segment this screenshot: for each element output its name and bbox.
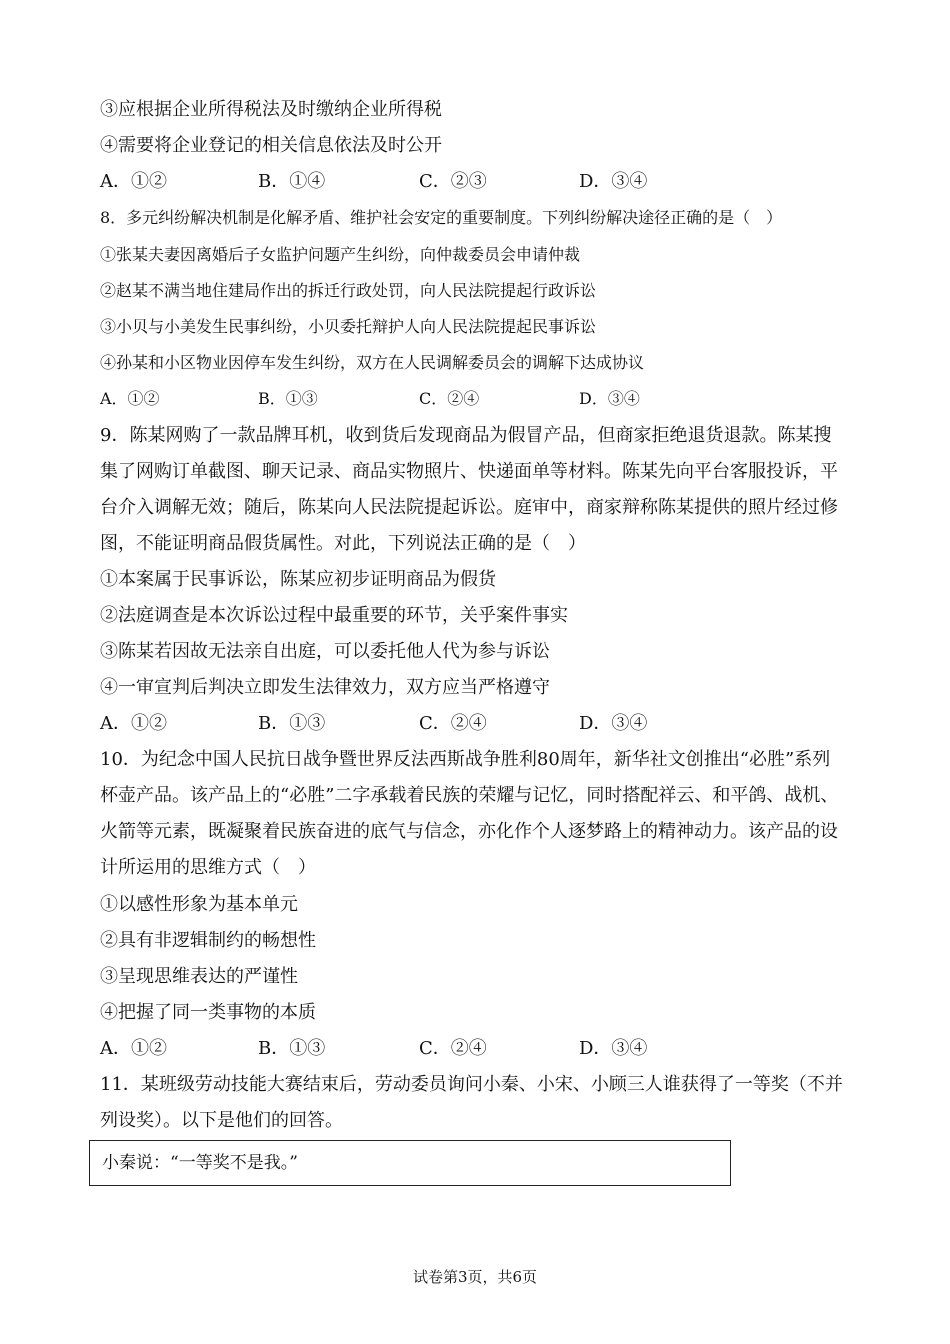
q7-option-b: B．①④ (258, 171, 326, 192)
q11-stem-line-1: 11．某班级劳动技能大赛结束后，劳动委员询问小秦、小宋、小顾三人谁获得了一等奖（不并 (100, 1074, 843, 1095)
q7-options (100, 170, 800, 194)
q8-options (100, 387, 800, 411)
q9-options (100, 712, 800, 736)
q10-stem-line-3: 火箭等元素，既凝聚着民族奋进的底气与信念，亦化作个人逐梦路上的精神动力。该产品的设 (100, 821, 838, 842)
q9-option-c: C．②④ (419, 713, 487, 734)
q10-statement-3: ③呈现思维表达的严谨性 (100, 966, 298, 987)
q9-stem-line-2: 集了网购订单截图、聊天记录、商品实物照片、快递面单等材料。陈某先向平台客服投诉，平 (100, 461, 838, 482)
q10-option-b: B．①③ (258, 1038, 326, 1059)
q8-statement-1: ①张某夫妻因离婚后子女监护问题产生纠纷，向仲裁委员会申请仲裁 (100, 245, 581, 264)
q9-stem-line-3: 台介入调解无效；随后，陈某向人民法院提起诉讼。庭审中，商家辩称陈某提供的照片经过修 (100, 497, 838, 518)
page-footer: 试卷第3页，共6页 (412, 1268, 538, 1286)
q8-statement-2: ②赵某不满当地住建局作出的拆迁行政处罚，向人民法院提起行政诉讼 (100, 281, 597, 300)
q11-answer-xiaoqin: 小秦说：“一等奖不是我。” (102, 1153, 298, 1173)
q10-option-d: D．③④ (579, 1038, 648, 1059)
q9-stem-line-1: 9．陈某网购了一款品牌耳机，收到货后发现商品为假冒产品，但商家拒绝退货退款。陈某搜 (100, 425, 832, 446)
q10-option-c: C．②④ (419, 1038, 487, 1059)
q8-option-c: C．②④ (419, 389, 480, 408)
q9-statement-2: ②法庭调查是本次诉讼过程中最重要的环节，关乎案件事实 (100, 605, 568, 626)
q11-answer-box (89, 1140, 731, 1186)
q9-statement-4: ④一审宣判后判决立即发生法律效力，双方应当严格遵守 (100, 677, 550, 698)
q8-stem: 8．多元纠纷解决机制是化解矛盾、维护社会安定的重要制度。下列纠纷解决途径正确的是（ ） (100, 208, 783, 227)
q8-statement-3: ③小贝与小美发生民事纠纷，小贝委托辩护人向人民法院提起民事诉讼 (100, 317, 597, 336)
q7-option-c: C．②③ (419, 171, 487, 192)
q8-option-d: D．③④ (579, 389, 640, 408)
q9-option-b: B．①③ (258, 713, 326, 734)
q7-option-d: D．③④ (579, 171, 648, 192)
q8-option-b: B．①③ (258, 389, 318, 408)
q7-option-a: A．①② (100, 171, 167, 192)
q9-statement-3: ③陈某若因故无法亲自出庭，可以委托他人代为参与诉讼 (100, 641, 550, 662)
q10-stem-line-1: 10．为纪念中国人民抗日战争暨世界反法西斯战争胜利80周年，新华社文创推出“必胜”系列 (100, 749, 831, 770)
q11-stem-line-2: 列设奖）。以下是他们的回答。 (100, 1110, 343, 1131)
q8-statement-4: ④孙某和小区物业因停车发生纠纷，双方在人民调解委员会的调解下达成协议 (100, 353, 645, 372)
q9-statement-1: ①本案属于民事诉讼，陈某应初步证明商品为假货 (100, 569, 496, 590)
q10-stem-line-2: 杯壶产品。该产品上的“必胜”二字承载着民族的荣耀与记忆，同时搭配祥云、和平鸽、战机、 (100, 785, 839, 806)
q7-statement-4: ④需要将企业登记的相关信息依法及时公开 (100, 135, 442, 156)
q10-statement-2: ②具有非逻辑制约的畅想性 (100, 930, 316, 951)
q10-options (100, 1037, 800, 1061)
q10-statement-1: ①以感性形象为基本单元 (100, 894, 298, 915)
q10-option-a: A．①② (100, 1038, 167, 1059)
q9-option-d: D．③④ (579, 713, 648, 734)
q8-option-a: A．①② (100, 389, 160, 408)
q10-statement-4: ④把握了同一类事物的本质 (100, 1002, 316, 1023)
q10-stem-line-4: 计所运用的思维方式（ ） (100, 857, 316, 878)
q7-statement-3: ③应根据企业所得税法及时缴纳企业所得税 (100, 99, 442, 120)
q9-option-a: A．①② (100, 713, 167, 734)
q9-stem-line-4: 图，不能证明商品假货属性。对此，下列说法正确的是（ ） (100, 533, 586, 554)
